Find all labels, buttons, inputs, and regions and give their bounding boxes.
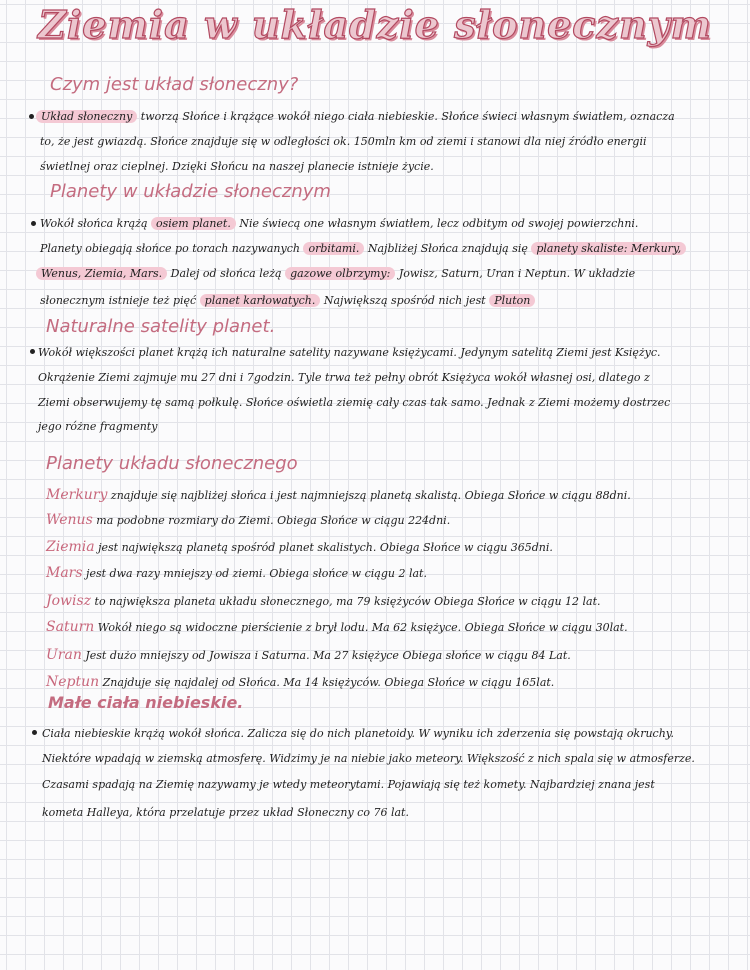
planet-line-venus: Wenus ma podobne rozmiary do Ziemi. Obiega Słońce w ciągu 224dni. <box>46 512 451 528</box>
paragraph-line: jego różne fragmenty <box>38 420 158 433</box>
bullet <box>29 114 34 119</box>
planet-line-mercury: Merkury znajduje się najbliżej słońca i jest najmniejszą planetą skalistą. Obiega Słońce w ciągu 88dni. <box>46 487 631 503</box>
bullet <box>32 730 37 735</box>
paragraph-line: Ziemi obserwujemy tę samą połkulę. Słońce oświetla ziemię cały czas tak samo. Jednak z Ziemi możemy dostrzec <box>38 396 671 409</box>
paragraph-line: Wokół większości planet krążą ich naturalne satelity nazywane księżycami. Jedynym satelitą Ziemi jest Księżyc. <box>38 346 661 359</box>
paragraph-line: słonecznym istnieje też pięć planet karłowatych. Największą spośród nich jest Pluton <box>40 288 535 313</box>
heading-planets-of-system: Planety układu słonecznego <box>46 453 298 474</box>
planet-line-neptune: Neptun Znajduje się najdalej od Słońca. Ma 14 księżyców. Obiega Słońce w ciągu 165lat. <box>46 674 555 690</box>
highlight: Pluton <box>489 294 535 307</box>
planet-name: Merkury <box>46 487 108 503</box>
paragraph-line: Wenus, Ziemia, Mars. Dalej od słońca leżą gazowe olbrzymy: Jowisz, Saturn, Uran i Neptun. W układzie <box>36 261 635 286</box>
paragraph-line: Ciała niebieskie krążą wokół słońca. Zalicza się do nich planetoidy. W wyniku ich zderzenia się powstają okruchy. <box>42 727 675 740</box>
planet-line-uranus: Uran Jest dużo mniejszy od Jowisza i Saturna. Ma 27 księżyce Obiega słońce w ciągu 84 Lat. <box>46 647 571 663</box>
paragraph-line: Układ słoneczny tworzą Słońce i krążące wokół niego ciała niebieskie. Słońce świeci własnym światłem, oznacza <box>36 104 675 129</box>
heading-natural-satellites: Naturalne satelity planet. <box>46 316 276 337</box>
planet-line-mars: Mars jest dwa razy mniejszy od ziemi. Obiega słońce w ciągu 2 lat. <box>46 565 427 581</box>
planet-name: Jowisz <box>46 593 92 609</box>
heading-small-bodies: Małe ciała niebieskie. <box>48 693 244 712</box>
highlight: gazowe olbrzymy: <box>285 267 395 280</box>
planet-line-jupiter: Jowisz to największa planeta układu słonecznego, ma 79 księżyców Obiega Słońce w ciągu 12 lat. <box>46 593 601 609</box>
planet-name: Neptun <box>46 674 100 690</box>
planet-name: Uran <box>46 647 82 663</box>
highlight: orbitami. <box>303 242 364 255</box>
bullet <box>31 221 36 226</box>
planet-line-earth: Ziemia jest największą planetą spośród planet skalistych. Obiega Słońce w ciągu 365dni. <box>46 539 553 555</box>
paragraph-line: to, że jest gwiazdą. Słońce znajduje się w odległości ok. 150mln km od ziemi i stanowi dla niej źródło energii <box>40 135 647 148</box>
planet-name: Ziemia <box>46 539 95 555</box>
planet-name: Mars <box>46 565 83 581</box>
heading-solar-system: Czym jest układ słoneczny? <box>50 74 299 95</box>
paragraph-line: kometa Halleya, która przelatuje przez układ Słoneczny co 76 lat. <box>42 806 409 819</box>
planet-name: Saturn <box>46 619 95 635</box>
page-title: Ziemia w układzie słonecznym <box>38 2 712 47</box>
highlight: planet karłowatych. <box>200 294 321 307</box>
paragraph-line: świetlnej oraz cieplnej. Dzięki Słońcu na naszej planecie istnieje życie. <box>40 160 434 173</box>
highlight: Wenus, Ziemia, Mars. <box>36 267 167 280</box>
paragraph-line: Czasami spadają na Ziemię nazywamy je wtedy meteorytami. Pojawiają się też komety. Najbardziej znana jest <box>42 778 655 791</box>
planet-name: Wenus <box>46 512 93 528</box>
highlight: osiem planet. <box>151 217 236 230</box>
paragraph-line: Wokół słońca krążą osiem planet. Nie świecą one własnym światłem, lecz odbitym od swojej powierzchni. <box>40 217 639 230</box>
highlight: planety skaliste: Merkury, <box>531 242 686 255</box>
paragraph-line: Niektóre wpadają w ziemską atmosferę. Widzimy je na niebie jako meteory. Większość z nich spala się w atmosferze. <box>42 752 695 765</box>
planet-line-saturn: Saturn Wokół niego są widoczne pierścienie z brył lodu. Ma 62 księżyce. Obiega Słońce w ciągu 30lat. <box>46 619 628 635</box>
paragraph-line: Planety obiegają słońce po torach nazywanych orbitami. Najbliżej Słońca znajdują się planety skaliste: Merkury, <box>40 236 686 261</box>
heading-planets-in-system: Planety w układzie słonecznym <box>50 181 331 202</box>
paragraph-line: Okrążenie Ziemi zajmuje mu 27 dni i 7godzin. Tyle trwa też pełny obrót Księżyca wokół własnej osi, dlatego z <box>38 371 650 384</box>
bullet <box>30 349 35 354</box>
highlight: Układ słoneczny <box>36 110 137 123</box>
